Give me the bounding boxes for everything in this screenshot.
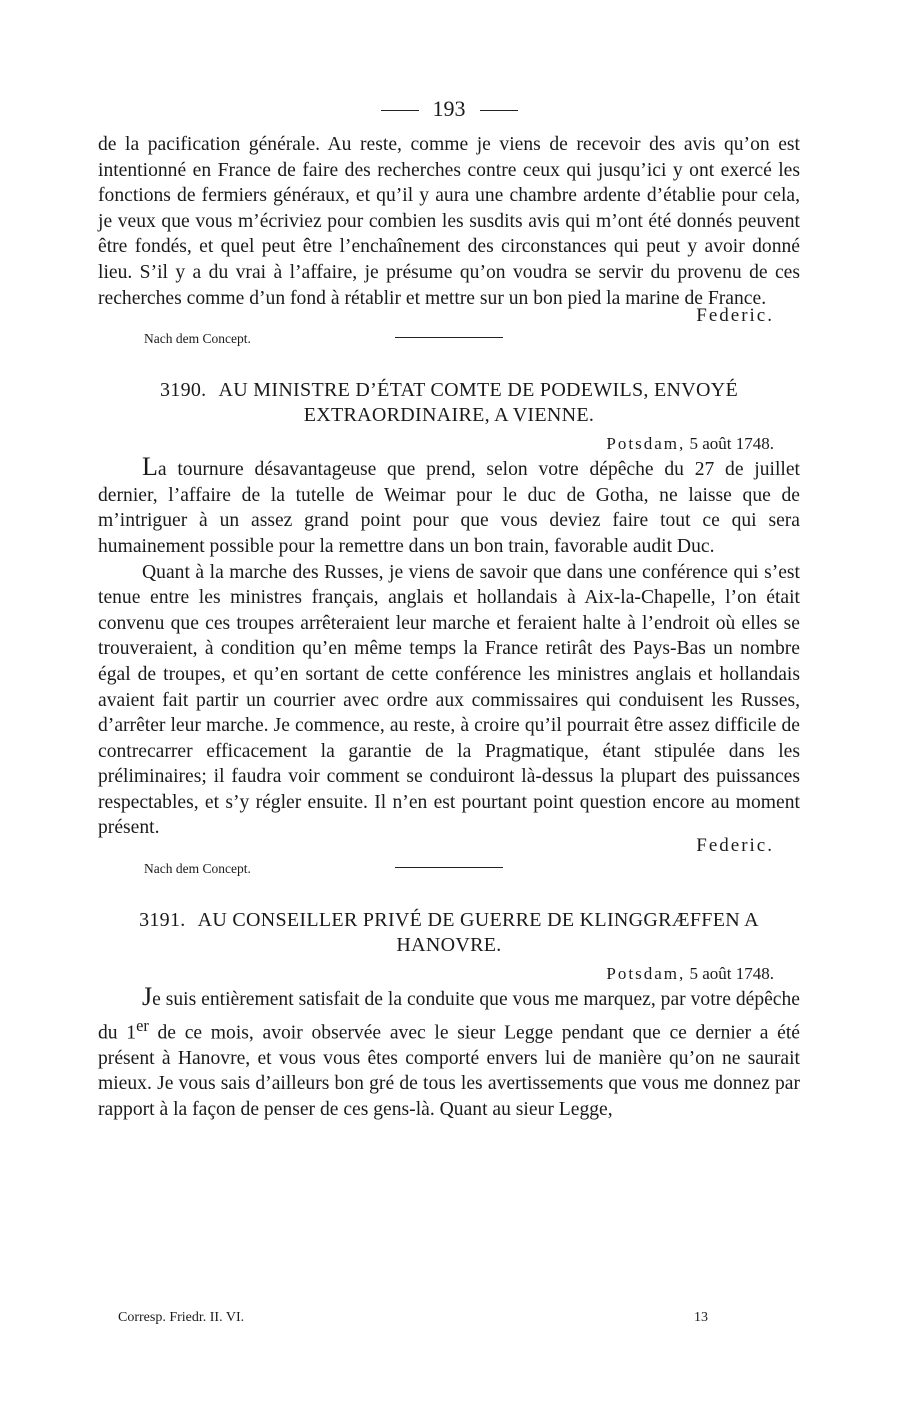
signature: Federic. [696,835,774,857]
letter-number: 3191. [139,909,186,932]
letter-paragraph: Quant à la marche des Russes, je viens de savoir que dans une conférence qui s’est tenue entre les ministres français, anglais et hollandais à Aix-la-Chapelle, l’on était convenu que ces troupes arrêteraient leur marche et feraient halte à l’endroit où elles se trouveraient, à condition qu’en même temps la France retirât des Pays-Bas un nombre égal de troupes, et qu’en sortant de cette conférence les ministres anglais et hollandais avaient fait partir un courrier avec ordre aux commissaires qui conduisent les Russes, d’arrêter leur marche. Je commence, au reste, à croire qu’il pourrait être assez difficile de contrecarrer efficacement la garantie de la Pragmatique, étant stipulée dans les préliminaires; il faudra voir comment se conduiront là-dessus la plupart des puissances respectables, et s’y régler ensuite. Il n’en est pourtant point question encore au moment présent. [98,561,800,839]
dateline-date: 5 août 1748. [689,964,774,984]
dateline-date: 5 août 1748. [689,434,774,454]
letter-paragraph: Je suis entièrement satisfait de la conduite que vous me marquez, par votre dépêche du 1er de ce mois, avoir observée avec le sieur Legge pendant que ce dernier a été présent à Hanovre, et vous vous êtes comporté envers lui de manière qu’on ne saurait mieux. Je vous sais d’ailleurs bon gré de tous les avertissements que vous me donnez par rapport à la façon de penser de ces gens-là. Quant au sieur Legge, [98,982,800,1120]
footer-source: Corresp. Friedr. II. VI. [118,1310,245,1325]
source-note: Nach dem Concept. [144,331,251,347]
dash-right [480,110,518,111]
dash-left [381,110,419,111]
dateline [98,964,800,984]
source-note: Nach dem Concept. [144,861,251,877]
letter-heading-3190 [98,378,800,428]
page [98,96,800,1123]
letter-heading-3191 [98,908,800,958]
initial-letter: L [142,452,158,482]
letter-number: 3190. [159,379,207,402]
initial-letter: J [142,982,153,1012]
letter-paragraph: La tournure désavantageuse que prend, selon votre dépêche du 27 de juillet dernier, l’affaire de la tutelle de Weimar pour le duc de Gotha, ne laisse que de m’intriguer à un assez grand point pour que vous deviez faire tout ce qui sera humainement possible pour la remettre dans un bon train, favorable audit Duc. [98,452,800,557]
closing [98,305,800,339]
footer-signature-number: 13 [694,1310,708,1325]
ordinal-superscript: er [136,1015,149,1035]
dateline-place: Potsdam, [606,964,686,984]
letter-title: AU CONSEILLER PRIVÉ DE GUERRE DE KLINGGRÆFFEN A HANOVRE. [197,909,759,957]
signature: Federic. [696,305,774,327]
closing [98,835,800,869]
page-footer [118,1310,708,1326]
dateline-place: Potsdam, [606,434,686,454]
letter-title: AU MINISTRE D’ÉTAT COMTE DE PODEWILS, ENVOYÉ EXTRAORDINAIRE, A VIENNE. [218,379,739,427]
continuation-paragraph: de la pacification générale. Au reste, comme je viens de recevoir des avis qu’on est intentionné en France de faire des recherches contre ceux qui jusqu’ici y ont exercé les fonctions de fermiers généraux, et qu’il y aura une chambre ardente d’établie pour cela, je veux que vous m’écriviez pour combien les susdits avis qui m’ont été donnés peuvent être fondés, et quel peut être l’enchaînement des circonstances qui peut y avoir donné lieu. S’il y a du vrai à l’affaire, je présume qu’on voudra se servir du provenu de ces recherches comme d’un fond à rétablir et mettre sur un bon pied la marine de France. [98,134,800,309]
dateline [98,434,800,454]
page-number: 193 [98,96,800,122]
